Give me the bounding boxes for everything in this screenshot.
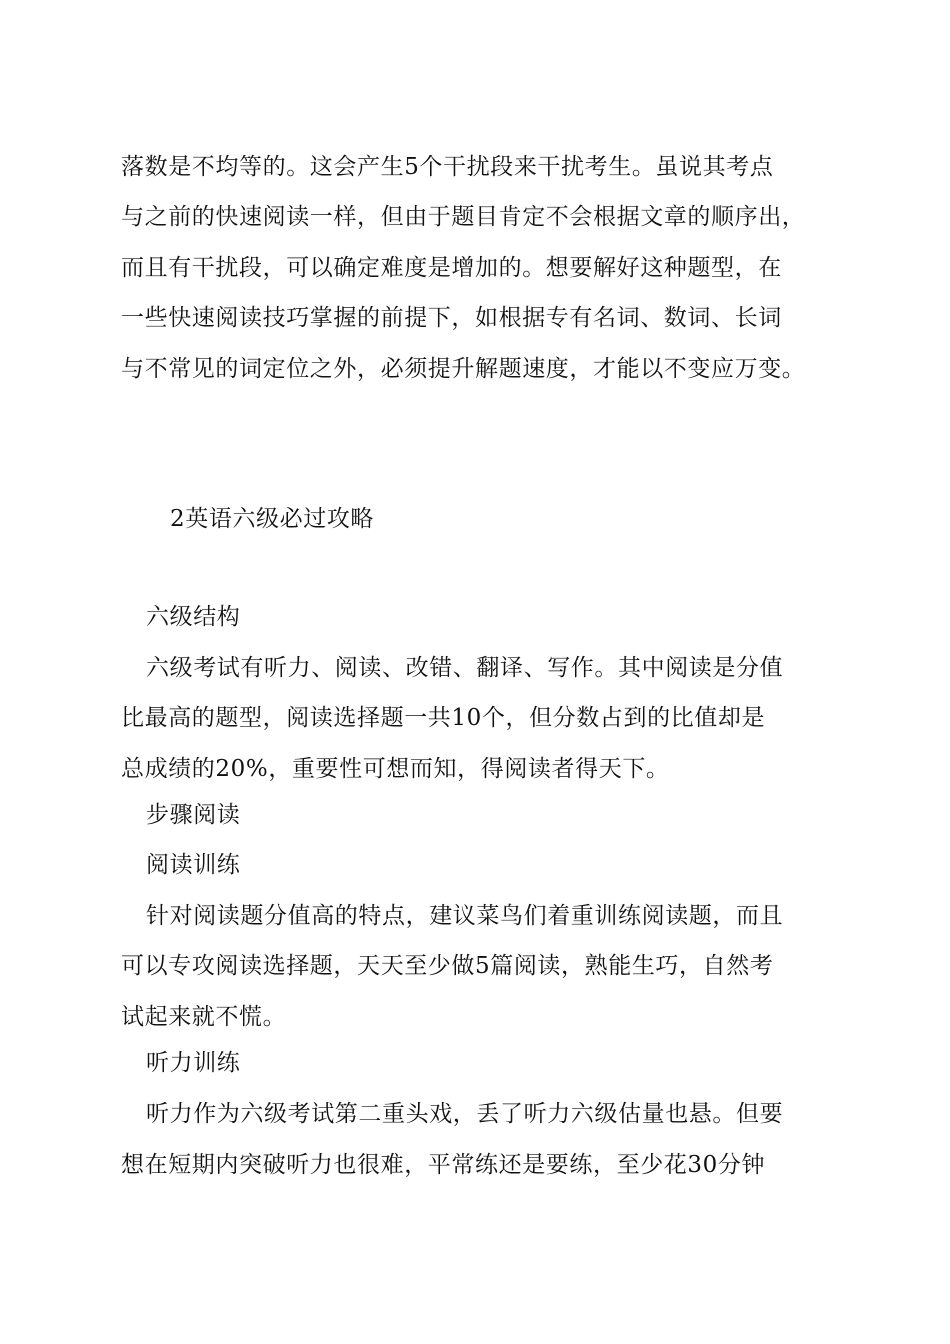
subheading-reading: 阅读训练 [146,852,241,878]
paragraph-line: 与不常见的词定位之外，必须提升解题速度，才能以不变应万变。 [121,356,806,382]
paragraph-line: 可以专攻阅读选择题，天天至少做5篇阅读，熟能生巧，自然考 [121,953,774,979]
paragraph-line: 针对阅读题分值高的特点，建议菜鸟们着重训练阅读题，而且 [146,903,784,929]
paragraph-line: 想在短期内突破听力也很难，平常练还是要练，至少花30分钟 [121,1152,766,1178]
paragraph-line: 试起来就不慌。 [121,1004,287,1030]
paragraph-line: 六级考试有听力、阅读、改错、翻译、写作。其中阅读是分值 [146,655,784,681]
subheading-listening: 听力训练 [146,1050,241,1076]
paragraph-line: 比最高的题型，阅读选择题一共10个，但分数占到的比值却是 [121,705,766,731]
paragraph-line: 总成绩的20%，重要性可想而知，得阅读者得天下。 [121,756,670,782]
paragraph-line: 而且有干扰段，可以确定难度是增加的。想要解好这种题型，在 [121,255,782,281]
subheading-structure: 六级结构 [146,604,241,630]
paragraph-line: 落数是不均等的。这会产生5个干扰段来干扰考生。虽说其考点 [121,154,774,180]
section-title: 2英语六级必过攻略 [170,506,375,532]
paragraph-line: 与之前的快速阅读一样，但由于题目肯定不会根据文章的顺序出， [121,204,806,230]
subheading-steps: 步骤阅读 [146,802,241,828]
paragraph-line: 一些快速阅读技巧掌握的前提下，如根据专有名词、数词、长词 [121,305,782,331]
paragraph-line: 听力作为六级考试第二重头戏，丢了听力六级估量也悬。但要 [146,1101,784,1127]
